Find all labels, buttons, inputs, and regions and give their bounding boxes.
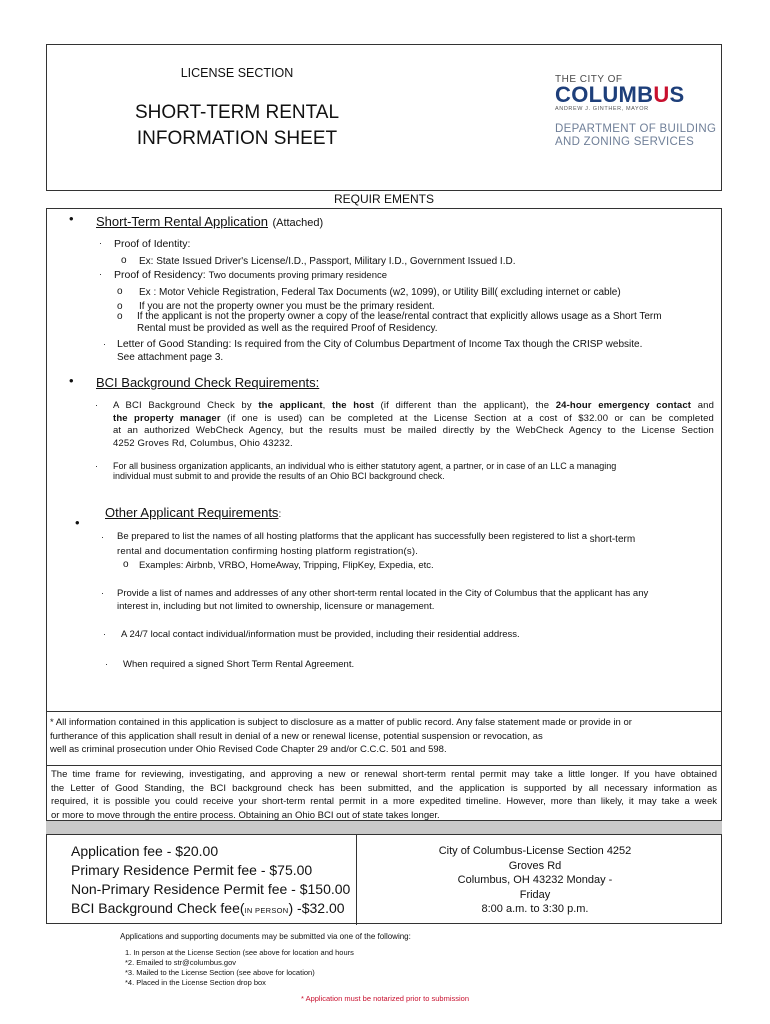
fee-bci-amount: ) -$32.00: [288, 900, 345, 916]
timeframe-line-4: or more to move through the entire process. Obtaining an Ohio BCI out of state takes longer.: [51, 809, 440, 821]
disclosure-line-3: well as criminal prosecution under Ohio Revised Code Chapter 29 and/or C.C.C. 501 and 598.: [50, 744, 447, 755]
fee-bci-in-person: IN PERSON: [244, 906, 289, 915]
page-title: [47, 100, 427, 152]
bci-p1-emergency: 24-hour emergency contact: [555, 400, 692, 411]
other-item-1-shortterm: short-term: [589, 534, 636, 545]
other-item-1-example: Examples: Airbnb, VRBO, HomeAway, Tripping, FlipKey, Expedia, etc.: [139, 560, 434, 571]
proof-residency-note: Two documents proving primary residence: [208, 270, 388, 281]
bci-paragraph-2: [113, 461, 616, 481]
bci-p1-line-4: 4252 Groves Rd, Columbus, Ohio 43232.: [113, 437, 293, 449]
submission-method-2: *2. Emailed to str@columbus.gov: [125, 958, 236, 967]
proof-identity-label: Proof of Identity:: [114, 238, 191, 250]
timeframe-box: [46, 766, 722, 821]
office-info: [415, 844, 655, 917]
logo-word-c: S: [669, 82, 685, 107]
other-item-1: [117, 531, 635, 558]
fee-header-bar: [46, 821, 722, 835]
fee-application: Application fee - $20.00: [71, 843, 219, 859]
circle-bullet-icon: o: [117, 311, 123, 322]
sub-bullet-icon: ·: [101, 588, 104, 598]
requirements-header: REQUIR EMENTS: [46, 190, 722, 209]
other-item-2: [117, 588, 648, 613]
disclosure-box: [46, 711, 722, 766]
bci-p1-e: (if different than the applicant), the: [373, 400, 556, 411]
license-section-label: LICENSE SECTION: [180, 66, 294, 80]
str-application-title: Short-Term Rental Application: [96, 214, 268, 229]
disclosure-line-1: * All information contained in this application is subject to disclosure as a matter of public record. Any false statement made or provide in or: [50, 717, 632, 728]
other-item-4: When required a signed Short Term Rental Agreement.: [123, 659, 355, 670]
sub-bullet-icon: ·: [99, 238, 102, 248]
other-item-3: A 24/7 local contact individual/information must be provided, including their residential address.: [121, 629, 520, 640]
logo-word-a: COLUMB: [555, 82, 654, 107]
bci-paragraph-1: [113, 400, 714, 450]
timeframe-line-3: required, it is possible you could receive your short-term rental permit in a more expedited timeline. However, more than likely, it may take a week: [51, 796, 717, 807]
bci-p1-host: the host: [332, 400, 374, 411]
title-line-1: SHORT-TERM RENTAL: [134, 102, 340, 123]
title-line-2: INFORMATION SHEET: [136, 128, 338, 149]
bci-p1-c: ,: [322, 400, 333, 411]
fee-bci: [71, 899, 350, 920]
circle-bullet-icon: o: [121, 255, 127, 266]
bci-p1-line-1: [113, 400, 714, 413]
office-line-5: 8:00 a.m. to 3:30 p.m.: [481, 903, 589, 915]
sub-bullet-icon: ·: [103, 629, 106, 639]
good-standing: [117, 338, 642, 364]
good-standing-text: Is required from the City of Columbus Department of Income Tax though the CRISP website.: [234, 339, 643, 350]
fee-divider: [356, 835, 357, 925]
proof-residency: [114, 269, 387, 281]
residency-example-3-line-2: Rental must be provided as well as the required Proof of Residency.: [137, 322, 438, 334]
bullet-icon: •: [69, 211, 74, 226]
sub-bullet-icon: ·: [103, 339, 106, 349]
bci-heading: BCI Background Check Requirements:: [96, 375, 320, 390]
residency-example-2: If you are not the property owner you must be the primary resident.: [139, 301, 435, 312]
circle-bullet-icon: o: [123, 559, 129, 570]
bci-p1-applicant: the applicant: [258, 400, 323, 411]
str-application-note: (Attached): [272, 217, 324, 229]
logo-city-of: THE CITY OF: [555, 74, 623, 85]
bci-p1-line-2: [113, 413, 714, 426]
columbus-logo: [555, 74, 725, 148]
other-item-2-line-1: Provide a list of names and addresses of any other short-term rental located in the City of Columbus that the applicant has any: [117, 588, 649, 599]
sub-bullet-icon: ·: [101, 532, 104, 542]
bci-p1-g: and: [691, 400, 714, 411]
residency-example-3: [137, 311, 662, 334]
logo-department: [555, 123, 725, 148]
bci-p1-i: (if one is used) can be completed at the License Section at a cost of $32.00 or can be completed: [220, 412, 714, 424]
disclosure-line-2: furtherance of this application shall result in denial of a new or renewal license, potential suspension or revocation, as: [50, 730, 543, 742]
other-item-1-line-2: rental and documentation confirming hosting platform registration(s).: [117, 545, 419, 557]
fee-primary: Primary Residence Permit fee - $75.00: [71, 862, 313, 878]
bci-p1-a: A BCI Background Check by: [113, 400, 259, 411]
document-frame: [46, 44, 722, 924]
timeframe-line-2: the Letter of Good Standing, the BCI background check has been submitted, and the application is supported by all necessary information as: [51, 782, 717, 794]
bci-p2-line-2: individual must submit to and provide the results of an Ohio BCI background check.: [113, 471, 445, 481]
circle-bullet-icon: o: [117, 301, 123, 312]
sub-bullet-icon: ·: [95, 461, 98, 471]
residency-example-1: Ex : Motor Vehicle Registration, Federal Tax Documents (w2, 1099), or Utility Bill( excluding internet or cable): [139, 287, 621, 298]
other-item-2-line-2: interest in, including but not limited to ownership, licensure or management.: [117, 600, 435, 612]
submission-methods: [125, 948, 354, 988]
fee-nonprimary: Non-Primary Residence Permit fee - $150.00: [71, 881, 351, 897]
proof-residency-label: Proof of Residency:: [114, 269, 206, 281]
logo-dept-line-2: AND ZONING SERVICES: [555, 135, 695, 148]
circle-bullet-icon: o: [117, 286, 123, 297]
good-standing-label: Letter of Good Standing:: [117, 338, 232, 350]
submission-method-1: 1. In person at the License Section (see above for location and hours: [125, 948, 354, 957]
submission-method-3: *3. Mailed to the License Section (see above for location): [125, 968, 315, 977]
logo-word-b: U: [653, 82, 670, 107]
bci-p1-line-3: at an authorized WebCheck Agency, but the results must be mailed directly by the WebCheck Agency to the License Section: [113, 425, 714, 436]
identity-example: Ex: State Issued Driver's License/I.D., Passport, Military I.D., Government Issued I.D.: [139, 256, 516, 267]
other-heading-text: Other Applicant Requirements: [105, 505, 279, 520]
office-line-3: Columbus, OH 43232 Monday -: [457, 874, 613, 886]
logo-mayor: ANDREW J. GINTHER, MAYOR: [555, 106, 649, 112]
submission-intro: Applications and supporting documents may be submitted via one of the following:: [120, 932, 411, 941]
residency-example-3-line-1: If the applicant is not the property owner a copy of the lease/rental contract that explicitly allows usage as a Short Term: [137, 311, 662, 322]
fee-bci-label: BCI Background Check fee(: [71, 900, 245, 916]
sub-bullet-icon: ·: [95, 400, 98, 410]
bullet-icon: •: [69, 373, 74, 388]
other-heading-colon: :: [278, 509, 282, 520]
bci-p2-line-1: For all business organization applicants, an individual who is either statutory agent, a partner, or in case of an LLC a managing: [113, 461, 617, 471]
str-application-heading: [96, 213, 323, 231]
bci-p1-manager: the property manager: [113, 412, 221, 424]
sub-bullet-icon: ·: [99, 269, 102, 279]
notarize-note: * Application must be notarized prior to submission: [300, 994, 469, 1003]
submission-method-4: *4. Placed in the License Section drop box: [125, 978, 266, 987]
office-line-4: Friday: [519, 888, 551, 901]
sub-bullet-icon: ·: [105, 659, 108, 669]
other-heading: [105, 505, 281, 520]
timeframe-line-1: The time frame for reviewing, investigating, and approving a new or renewal short-term rental permit may take a little longer. If you have obtained: [51, 769, 717, 780]
logo-dept-line-1: DEPARTMENT OF BUILDING: [555, 123, 717, 135]
other-item-1-text: Be prepared to list the names of all hosting platforms that the applicant has successfully been registered to list a: [117, 531, 587, 542]
office-line-2: Groves Rd: [508, 859, 562, 872]
fee-list: [71, 842, 350, 920]
bullet-icon: •: [75, 515, 80, 530]
good-standing-attachment: See attachment page 3.: [117, 351, 224, 363]
logo-wordmark: [555, 82, 725, 107]
office-line-1: City of Columbus-License Section 4252: [438, 845, 632, 857]
